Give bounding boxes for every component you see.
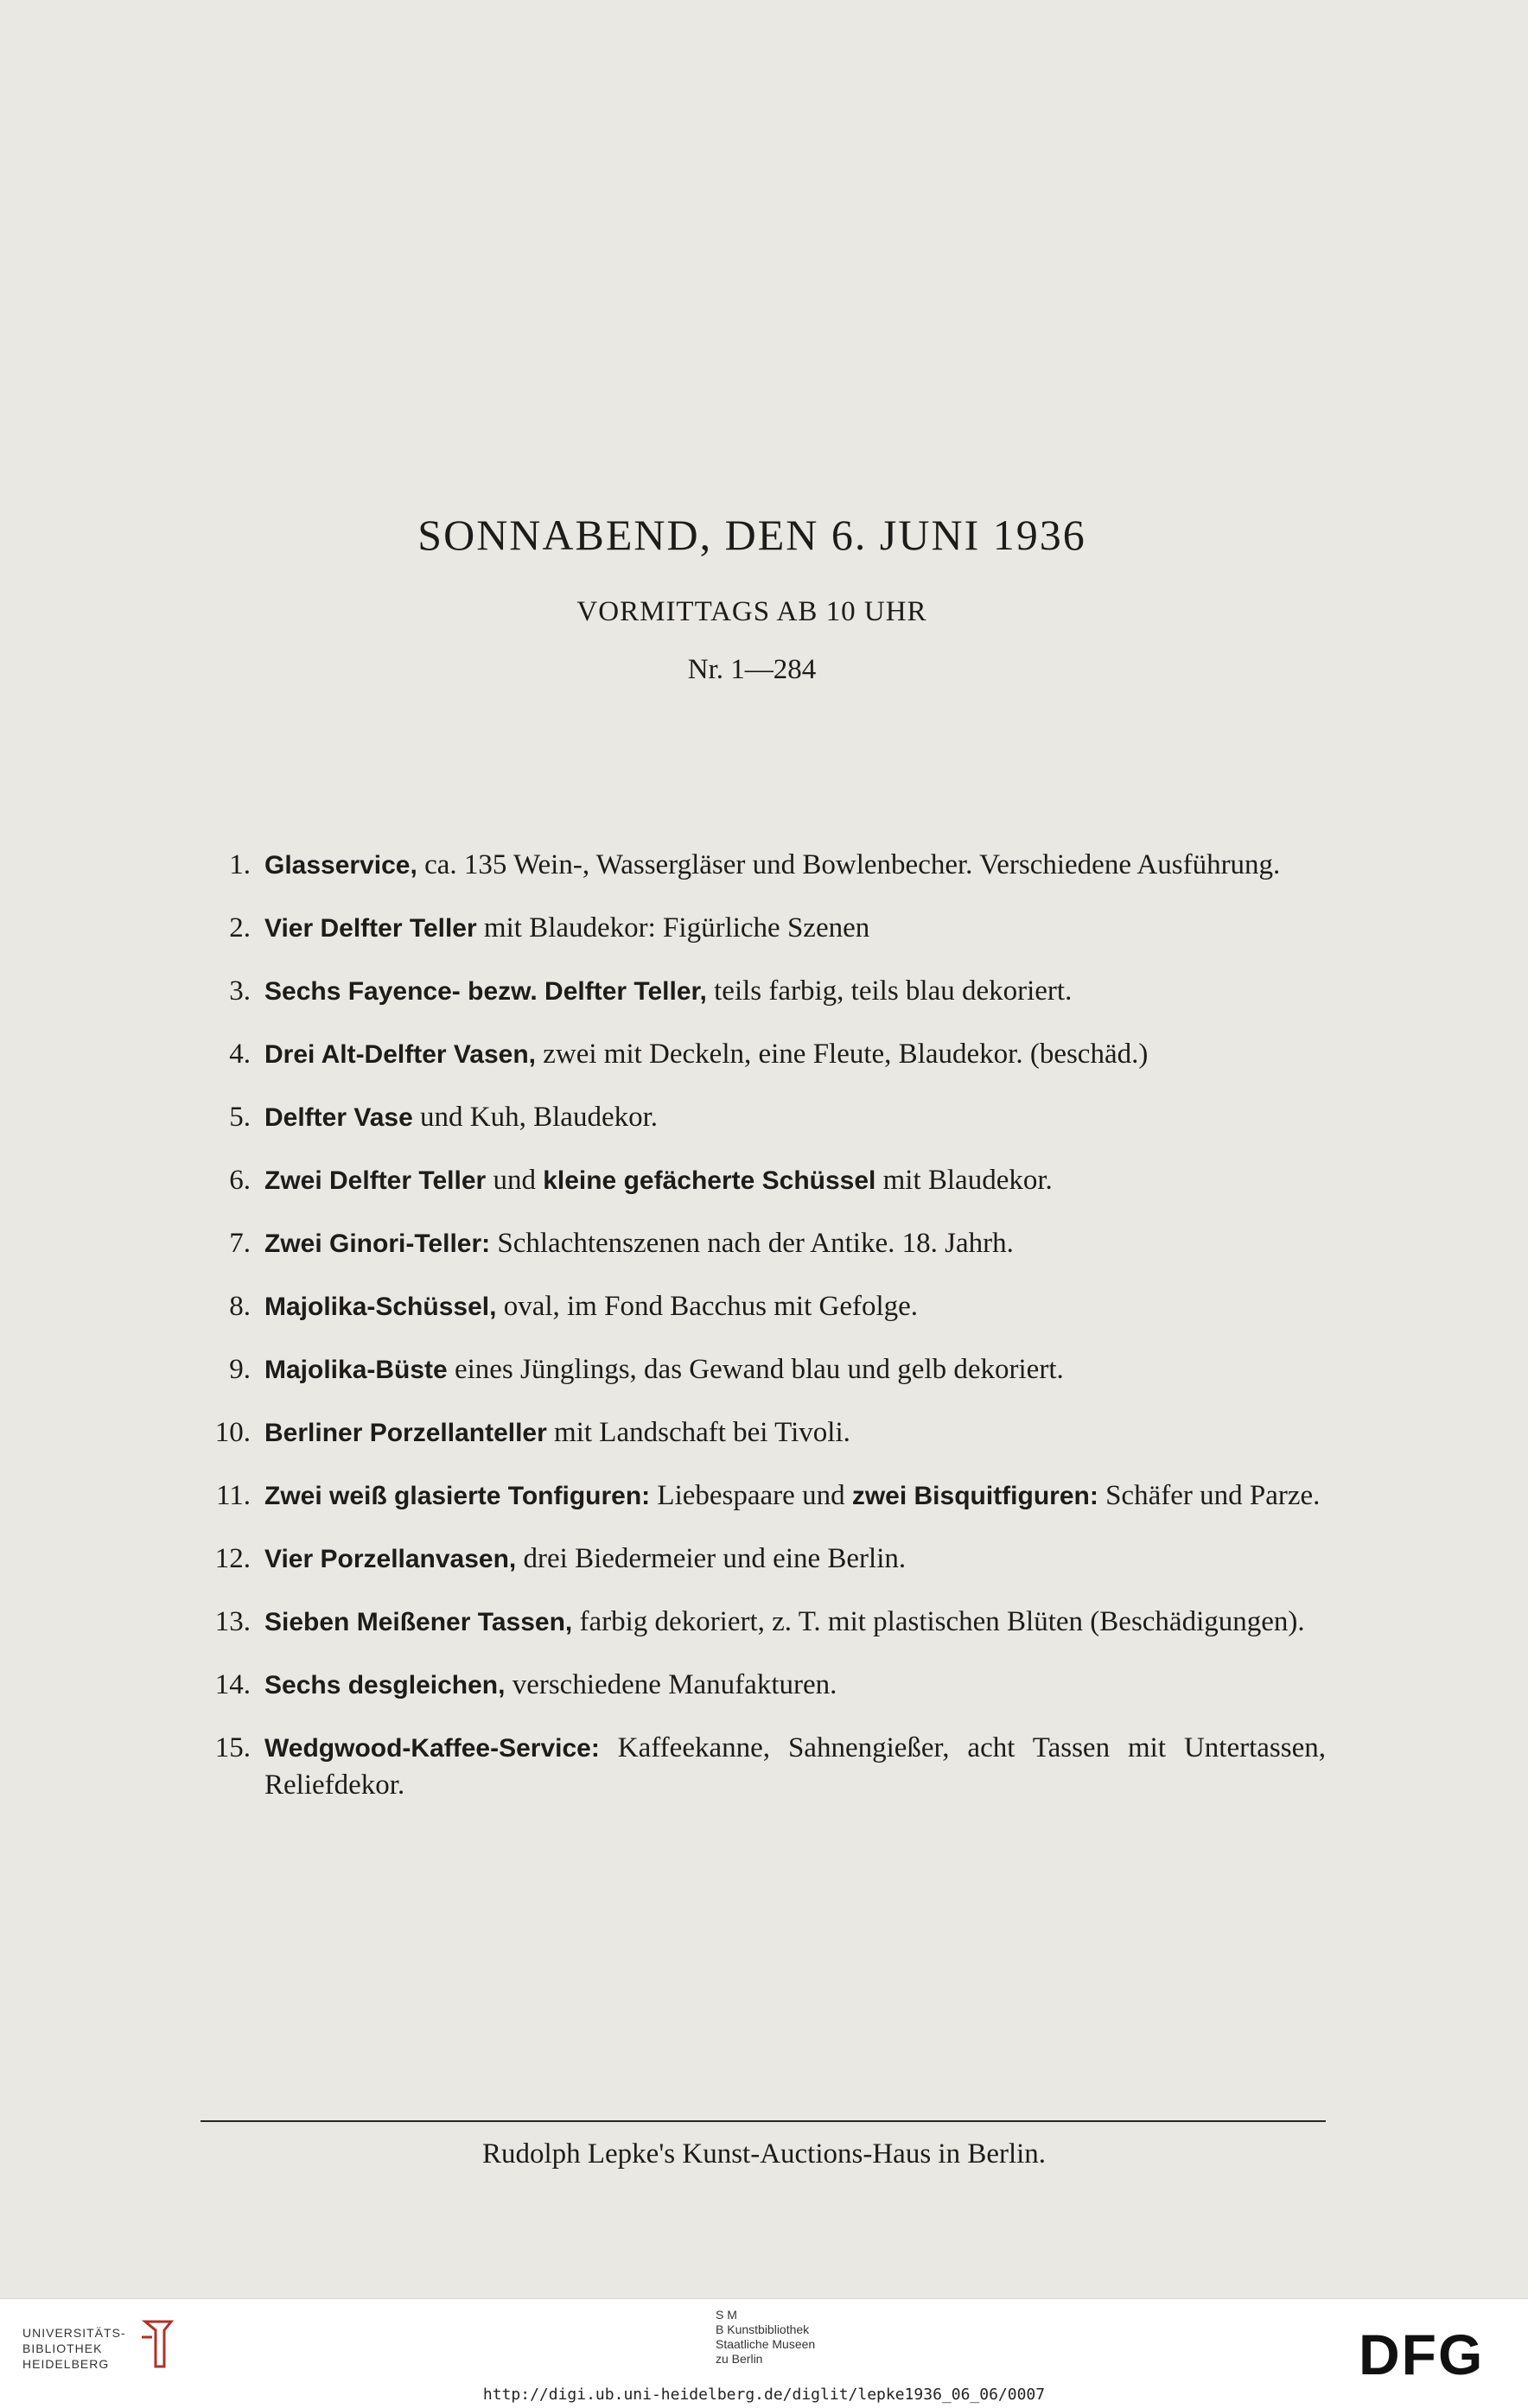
lot-text: verschiedene Manufakturen. xyxy=(505,1669,837,1700)
lot-entry xyxy=(197,1225,1326,1262)
lot-description xyxy=(264,910,1326,947)
lot-title: Zwei Delfter Teller xyxy=(264,1166,487,1195)
lot-description xyxy=(264,1730,1326,1803)
lot-entry xyxy=(197,1099,1326,1136)
lot-title: Vier Porzellanvasen, xyxy=(264,1545,517,1573)
publisher-line: Rudolph Lepke's Kunst-Auctions-Haus in Berlin. xyxy=(481,2138,1047,2170)
lot-title: Glasservice, xyxy=(264,851,417,880)
lot-text: eines Jünglings, das Gewand blau und gelb dekoriert. xyxy=(447,1354,1064,1385)
lot-range: Nr. 1—284 xyxy=(687,654,817,685)
dfg-logo[interactable]: DFG xyxy=(1359,2322,1485,2386)
lot-entry xyxy=(197,1541,1326,1578)
lot-number: 6. xyxy=(229,1165,251,1196)
lot-number: 15. xyxy=(214,1732,251,1763)
lot-list xyxy=(197,847,1326,1829)
lot-number: 10. xyxy=(214,1417,251,1448)
lot-number: 3. xyxy=(229,975,251,1007)
lot-text: teils farbig, teils blau dekoriert. xyxy=(706,975,1073,1007)
lot-entry xyxy=(197,1288,1326,1325)
lot-number: 2. xyxy=(229,912,251,944)
lot-text: Kaffeekanne, Sahnengießer, acht Tassen mit Untertassen, Reliefdekor. xyxy=(264,1732,1326,1801)
lot-description xyxy=(264,847,1326,884)
lot-number: 7. xyxy=(229,1228,251,1259)
session-time: VORMITTAGS AB 10 UHR xyxy=(576,596,927,627)
lot-text: drei Biedermeier und eine Berlin. xyxy=(516,1543,907,1574)
stamp-line: S M xyxy=(716,2308,737,2322)
lot-number: 12. xyxy=(214,1543,251,1574)
lot-text: Schäfer und Parze. xyxy=(1098,1480,1321,1511)
header-block xyxy=(0,510,1504,686)
stamp-line: B Kunstbibliothek xyxy=(716,2322,810,2336)
university-emblem-icon xyxy=(138,2318,176,2370)
lot-entry xyxy=(197,1036,1326,1073)
lot-text: und xyxy=(486,1165,544,1196)
lot-number: 1. xyxy=(229,849,251,880)
lot-description xyxy=(264,1099,1326,1136)
lot-entry xyxy=(197,1730,1326,1803)
lot-description xyxy=(264,1604,1326,1641)
lot-title: Sechs Fayence- bezw. Delfter Teller, xyxy=(264,977,707,1006)
lot-number: 13. xyxy=(214,1606,251,1637)
lot-description xyxy=(264,1541,1326,1578)
lot-text: farbig dekoriert, z. T. mit plastischen Blüten (Beschädigungen). xyxy=(572,1606,1305,1637)
provenance-stamp xyxy=(716,2308,815,2367)
lot-text: und Kuh, Blaudekor. xyxy=(412,1102,659,1133)
lot-text: mit Blaudekor: Figürliche Szenen xyxy=(476,912,870,944)
lot-text: ca. 135 Wein-, Wassergläser und Bowlenbecher. Verschiedene Ausführung. xyxy=(417,849,1281,880)
lot-entry xyxy=(197,973,1326,1010)
lot-number: 11. xyxy=(215,1480,251,1511)
lot-title: Majolika-Büste xyxy=(264,1356,448,1384)
stamp-line: zu Berlin xyxy=(716,2352,763,2366)
lot-number: 5. xyxy=(229,1102,251,1133)
university-logo[interactable] xyxy=(22,2325,126,2372)
lot-entry xyxy=(197,910,1326,947)
lot-description xyxy=(264,1414,1326,1452)
lot-title: Berliner Porzellanteller xyxy=(264,1419,547,1447)
stamp-line: Staatliche Museen xyxy=(716,2337,816,2351)
lot-description xyxy=(264,1667,1326,1704)
lot-title: Zwei Ginori-Teller: xyxy=(264,1229,491,1258)
page-url[interactable]: http://digi.ub.uni-heidelberg.de/diglit/lepke1936_06_06/0007 xyxy=(482,2386,1046,2404)
lot-title: Delfter Vase xyxy=(264,1103,413,1132)
lot-description xyxy=(264,1288,1326,1325)
lot-description xyxy=(264,1351,1326,1388)
lot-entry xyxy=(197,1162,1326,1199)
lot-entry xyxy=(197,1351,1326,1388)
lot-description xyxy=(264,1477,1326,1515)
lot-title: Drei Alt-Delfter Vasen, xyxy=(264,1040,536,1069)
lot-entry xyxy=(197,1604,1326,1641)
page-title: SONNABEND, DEN 6. JUNI 1936 xyxy=(417,511,1086,559)
university-name-line: UNIVERSITÄTS- xyxy=(22,2326,126,2340)
lot-text: Schlachtenszenen nach der Antike. 18. Jahrh. xyxy=(490,1228,1014,1259)
lot-description xyxy=(264,1225,1326,1262)
lot-title: Wedgwood-Kaffee-Service: xyxy=(264,1734,600,1763)
divider xyxy=(201,2120,1326,2122)
lot-description xyxy=(264,1162,1326,1199)
lot-number: 8. xyxy=(229,1291,251,1322)
lot-title: Majolika-Schüssel, xyxy=(264,1293,497,1321)
lot-title: Vier Delfter Teller xyxy=(264,914,477,943)
lot-entry xyxy=(197,1477,1326,1515)
lot-text: oval, im Fond Bacchus mit Gefolge. xyxy=(496,1291,919,1322)
lot-entry xyxy=(197,847,1326,884)
lot-title: Zwei weiß glasierte Tonfiguren: xyxy=(264,1482,651,1510)
lot-number: 9. xyxy=(229,1354,251,1385)
lot-text: zwei mit Deckeln, eine Fleute, Blaudekor. (beschäd.) xyxy=(536,1039,1149,1070)
lot-title: kleine gefächerte Schüssel xyxy=(543,1166,876,1195)
university-name-line: BIBLIOTHEK xyxy=(22,2341,103,2355)
lot-entry xyxy=(197,1414,1326,1452)
lot-number: 14. xyxy=(214,1669,251,1700)
lot-title: Sechs desgleichen, xyxy=(264,1671,506,1700)
lot-number: 4. xyxy=(229,1039,251,1070)
lot-entry xyxy=(197,1667,1326,1704)
lot-text: Liebespaare und xyxy=(650,1480,852,1511)
lot-title: zwei Bisquitfiguren: xyxy=(851,1482,1098,1510)
lot-text: mit Landschaft bei Tivoli. xyxy=(546,1417,850,1448)
lot-description xyxy=(264,1036,1326,1073)
university-name-line: HEIDELBERG xyxy=(22,2357,110,2371)
viewer-bar xyxy=(0,2298,1528,2408)
lot-text: mit Blaudekor. xyxy=(875,1165,1053,1196)
lot-description xyxy=(264,973,1326,1010)
lot-title: Sieben Meißener Tassen, xyxy=(264,1608,573,1636)
